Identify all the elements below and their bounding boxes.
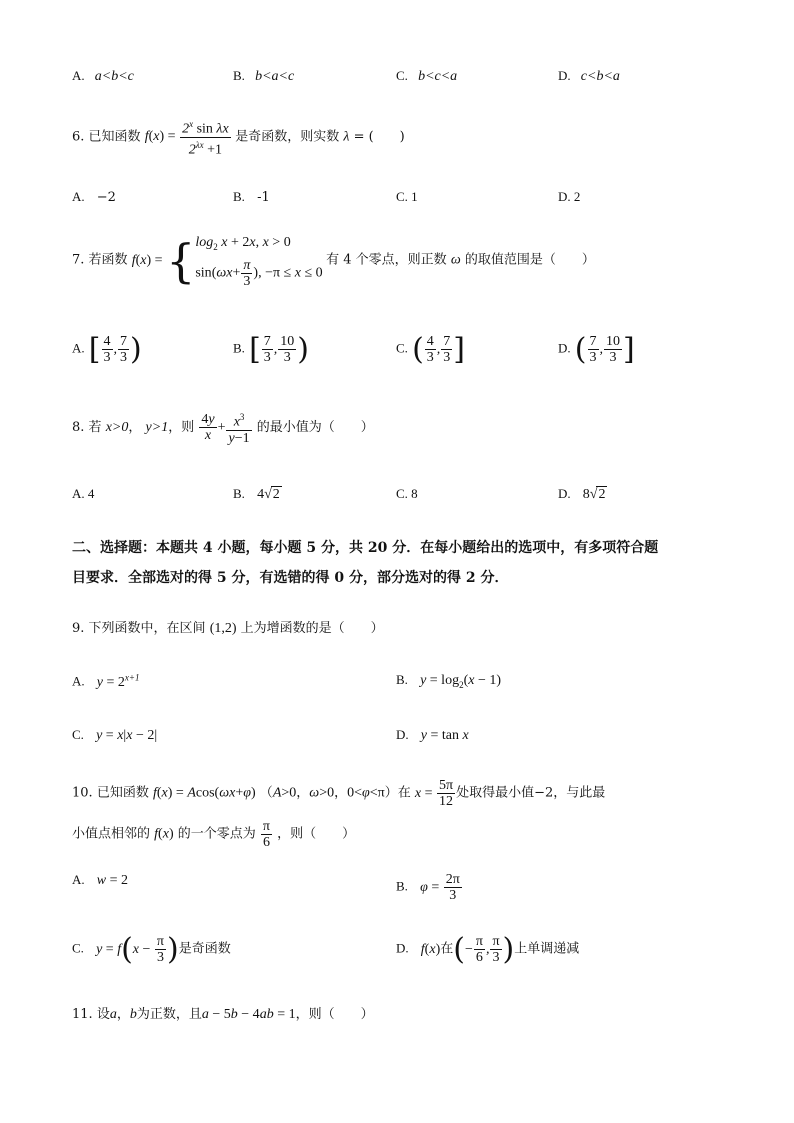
q5-option-c (396, 68, 457, 85)
q9-option-a: A. $y = 2^{x+1}$ (72, 672, 140, 690)
q9-option-d: D. y = tan x (396, 727, 469, 743)
q8-option-b: B. 4√2 (233, 486, 280, 502)
question-text: 是奇函数，则实数 (235, 129, 340, 145)
option-expr: c<b<a (580, 69, 620, 84)
question-8: 8. 若 x>0， y>1，则 $\frac{4y}{x}$ + $\frac{x^3}{y-1}$ 的最小值为（ ） (72, 412, 374, 446)
question-10-line1: 10. 已知函数 f(x) = Acos(ωx+φ) （A>0，ω>0，0<φ<π）在 x = $\frac{5\pi}{12}$ 处取得最小值−2，与此最 (72, 778, 606, 809)
question-text: 已知函数 (88, 129, 141, 145)
q6-option-a: A. −2 (72, 189, 116, 205)
question-7: 7. 若函数 f(x) = { $\log_2 x + 2x$, x > 0 sin(ωx+ $\frac{\pi}{3}$ ), −π ≤ x ≤ 0 有 4 个零点，则正数 ω 的取值范围是（ ） (72, 233, 595, 289)
formula: f(x) = $\frac{2^x \sin \lambda x}{2^{\lambda x} +1}$ (144, 119, 229, 158)
q10-option-d: D. f(x)在(− $\frac{\pi}{6}$ , $\frac{\pi}{3}$ )上单调递减 (396, 931, 580, 967)
option-expr: b<a<c (255, 69, 295, 84)
option-label: A. (72, 68, 85, 83)
q5-option-b (233, 68, 294, 85)
q10-option-c: C. y = f(x − $\frac{\pi}{3}$ )是奇函数 (72, 931, 231, 967)
question-11: 11. 设a，b为正数，且a − 5b − 4ab = 1，则（ ） (72, 1007, 374, 1022)
q10-option-a: A. w = 2 (72, 872, 129, 888)
q9-option-b: B. $y = \log_2(x - 1)$ (396, 672, 502, 690)
q10-option-b: B. φ = $\frac{2\pi}{3}$ (396, 872, 460, 903)
question-number: 6. (72, 129, 85, 145)
q5-option-d (558, 68, 620, 85)
question-10-line2: 小值点相邻的 f(x) 的一个零点为 $\frac{\pi}{6}$ ，则（ ） (72, 819, 356, 850)
question-text: = ( ) (353, 129, 405, 145)
question-6: 6. 已知函数 f(x) = $\frac{2^x \sin \lambda x}{2^{\lambda x} +1}$ 是奇函数，则实数 λ = ( ) (72, 119, 405, 158)
q8-option-d: D. 8√2 (558, 486, 606, 502)
q7-option-d: D. ( $\frac{7}{3}$ , $\frac{10}{3}$ ] (558, 331, 635, 367)
option-label: B. (233, 68, 245, 83)
section-2-heading-line1: 二、选择题：本题共 4 小题，每小题 5 分，共 20 分．在每小题给出的选项中，有多项符合题 (72, 540, 659, 556)
q7-option-a: A. [ $\frac{4}{3}$ , $\frac{7}{3}$ ) (72, 331, 142, 367)
option-expr: a<b<c (94, 69, 134, 84)
q6-option-d: D. 2 (558, 189, 581, 204)
option-expr: b<c<a (418, 69, 458, 84)
piecewise-formula: f(x) = { $\log_2 x + 2x$, x > 0 sin(ωx+ $\frac{\pi}{3}$ ), −π ≤ x ≤ 0 (131, 233, 323, 289)
q7-option-b: B. [ $\frac{7}{3}$ , $\frac{10}{3}$ ) (233, 331, 309, 367)
section-2-heading-line2: 目要求．全部选对的得 5 分，有选错的得 0 分，部分选对的得 2 分． (72, 570, 509, 586)
question-9: 9. 下列函数中，在区间 (1,2) 上为增函数的是（ ） (72, 621, 384, 636)
q6-option-c: C. 1 (396, 189, 418, 204)
formula: $\frac{4y}{x}$ + $\frac{x^3}{y-1}$ (201, 412, 250, 446)
option-label: C. (396, 68, 408, 83)
q8-option-a: A. 4 (72, 486, 95, 501)
option-label: D. (558, 68, 571, 83)
q9-option-c: C. y = x|x − 2| (72, 727, 158, 743)
q7-option-c: C. ( $\frac{4}{3}$ , $\frac{7}{3}$ ] (396, 331, 465, 367)
q8-option-c: C. 8 (396, 486, 418, 501)
q5-option-a (72, 68, 134, 85)
q6-option-b: B. -1 (233, 189, 270, 205)
